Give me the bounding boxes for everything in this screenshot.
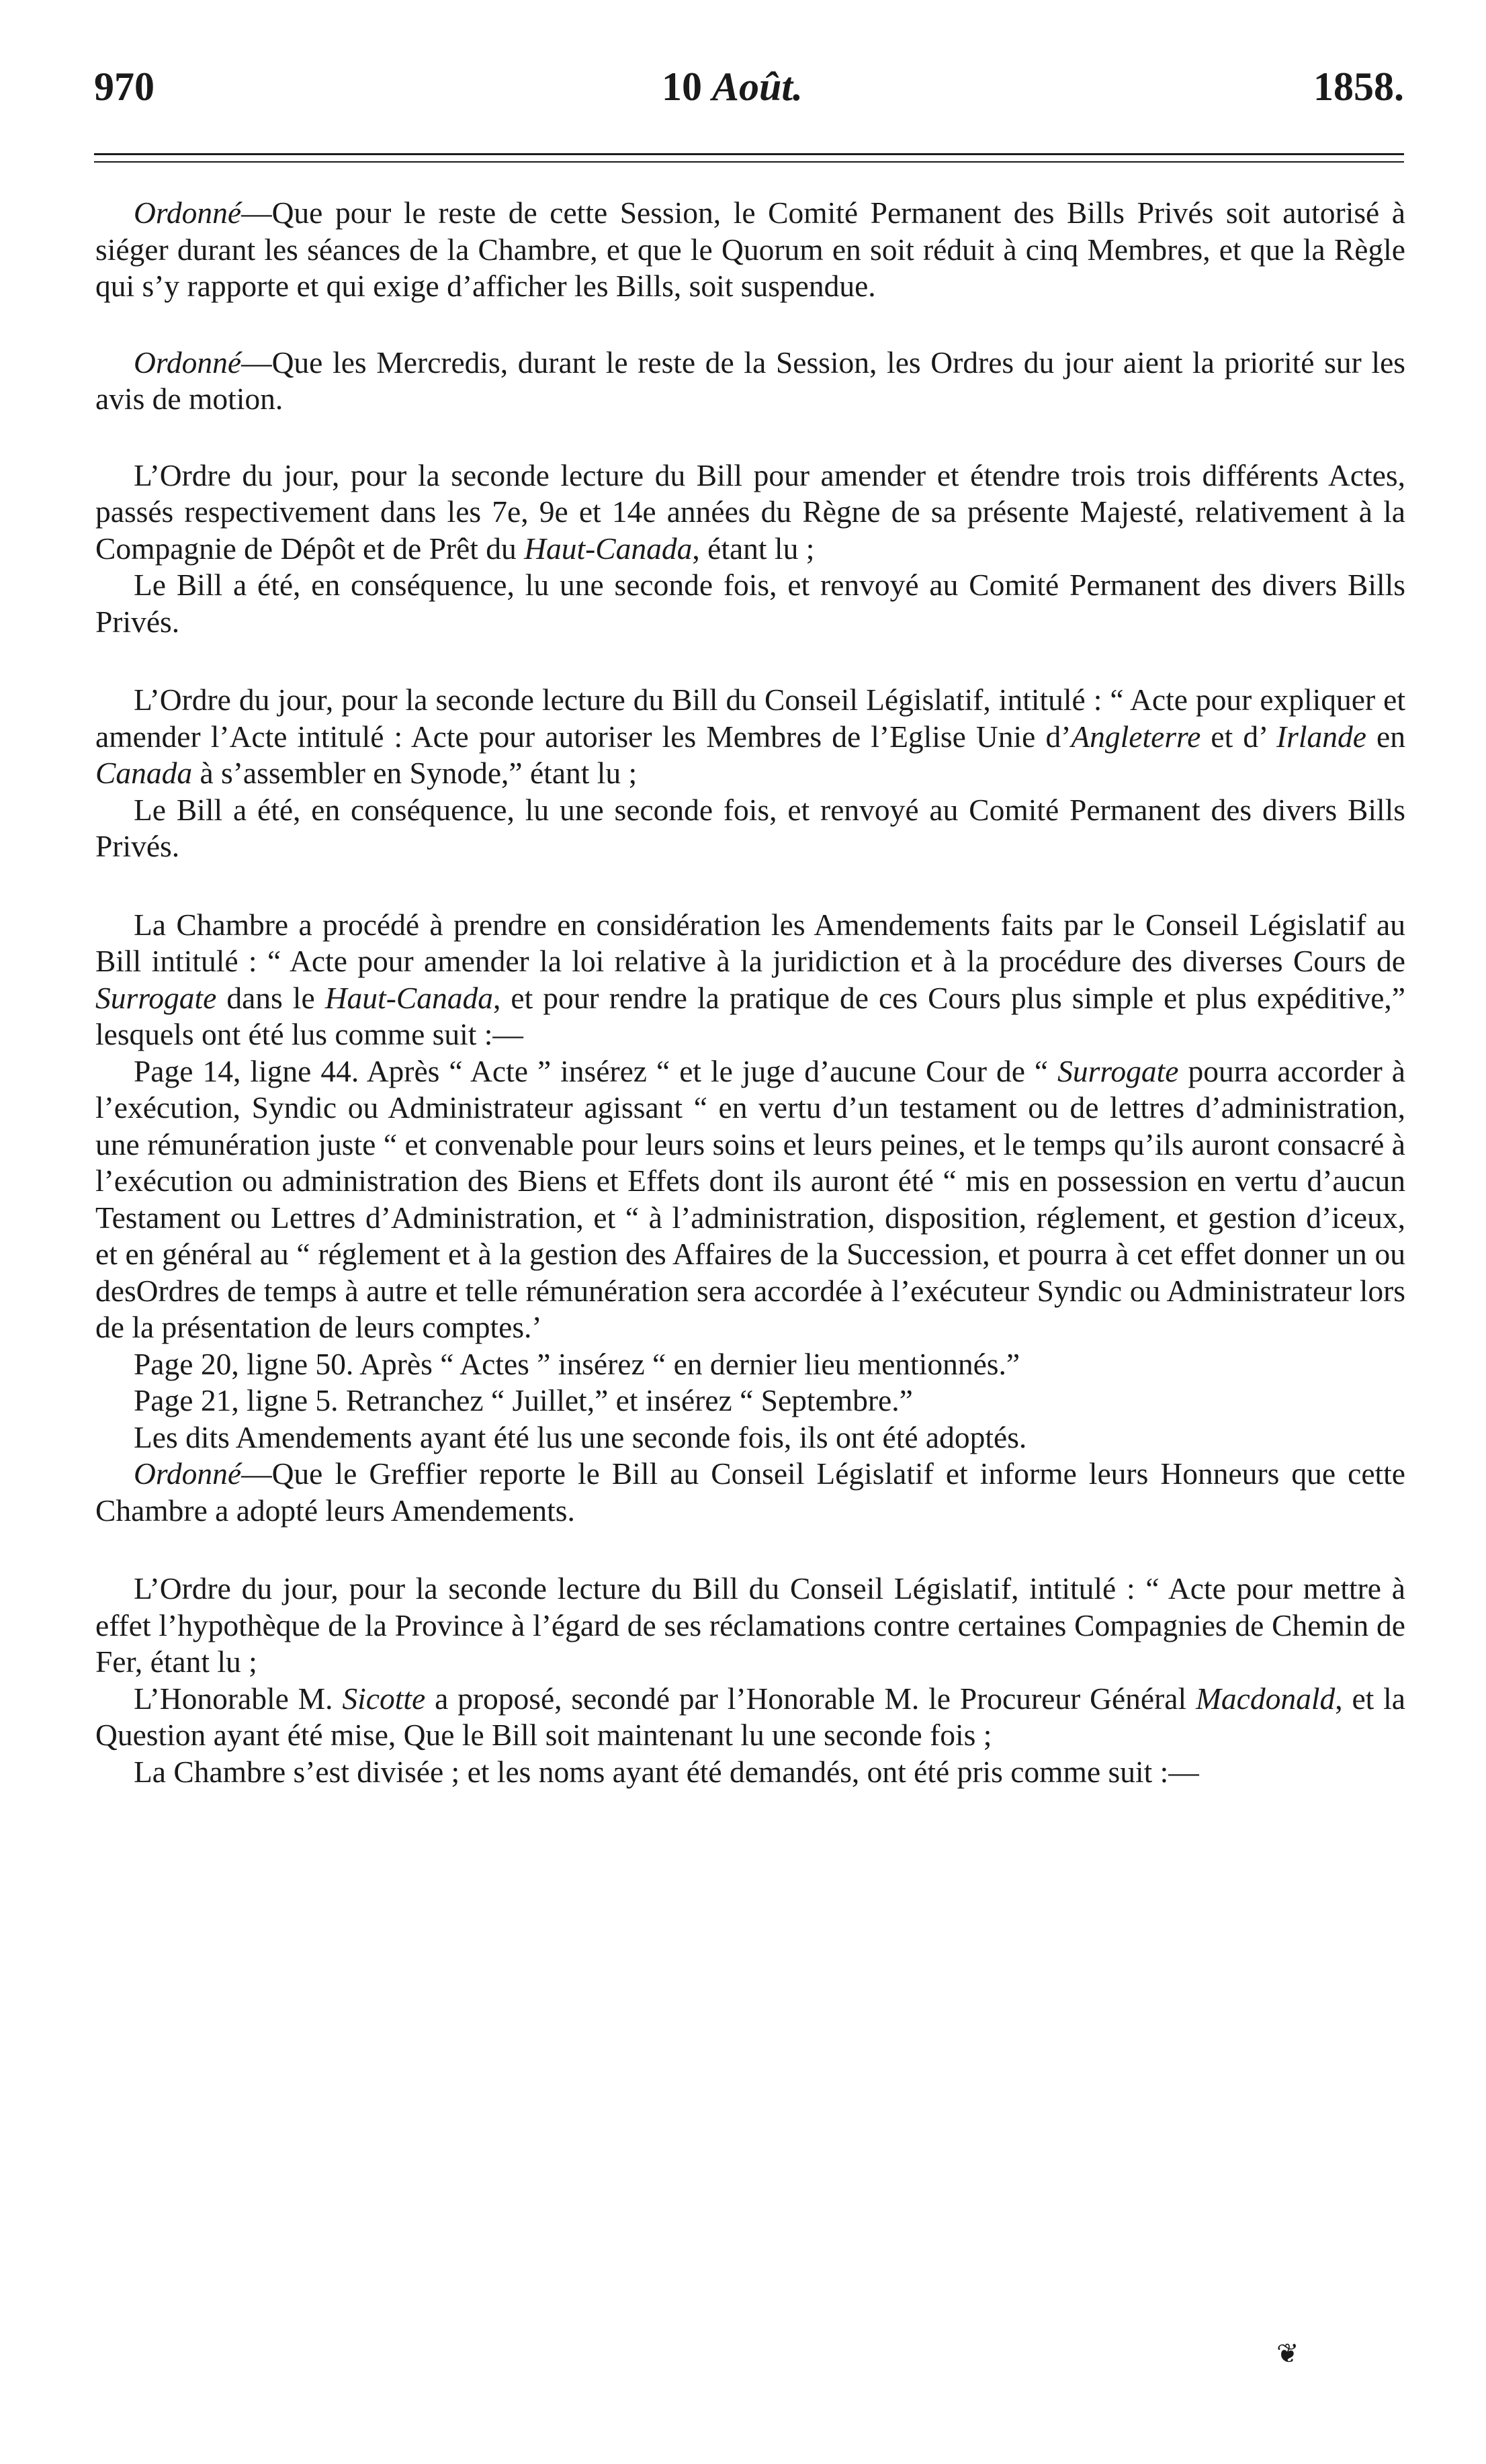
court-name: Surrogate xyxy=(95,980,217,1015)
place-name: Haut-Canada xyxy=(324,980,493,1015)
paragraph-text: à s’assembler en Synode,” étant lu ; xyxy=(192,756,638,790)
paragraph-text: L’Ordre du jour, pour la seconde lecture du Bill du Conseil Législatif, intitulé : “ Acte pour expliquer et amender l’Acte intitulé : Acte pour autoriser les Membres de l’Eglise Unie d’ xyxy=(95,683,1405,754)
paragraph-text: L’Honorable M. xyxy=(134,1681,343,1716)
date-month: Août. xyxy=(712,64,803,109)
paragraph-text: —Que les Mercredis, durant le reste de la Session, les Ordres du jour aient la priorité sur les avis de motion. xyxy=(95,345,1405,416)
paragraph-order-report xyxy=(95,1456,1405,1529)
paragraph-text: Page 14, ligne 44. Après “ Acte ” insérez “ et le juge d’aucune Cour de “ xyxy=(134,1053,1058,1088)
amendment-page-21: Page 21, ligne 5. Retranchez “ Juillet,” et insérez “ Septembre.” xyxy=(134,1383,913,1417)
paragraph-railway-bill: L’Ordre du jour, pour la seconde lecture du Bill du Conseil Législatif, intitulé : “ Acte pour mettre à effet l’hypothèque de la Province à l’égard de ses réclamations contre certaines Compagnies de Chemin de Fer, étant lu ; xyxy=(95,1571,1405,1679)
paragraph-surrogate-bill xyxy=(95,907,1405,1053)
page-date xyxy=(662,64,803,110)
paragraph-amendments-adopted: Les dits Amendements ayant été lus une seconde fois, ils ont été adoptés. xyxy=(134,1419,1027,1454)
paragraph-text: , étant lu ; xyxy=(692,531,815,566)
section-surrogate-amendments xyxy=(95,907,1405,1530)
place-name: Haut-Canada xyxy=(524,531,693,566)
member-name: Macdonald xyxy=(1195,1681,1336,1716)
paragraph-text: —Que le Greffier reporte le Bill au Conseil Législatif et informe leurs Honneurs que cette Chambre a adopté leurs Amendements. xyxy=(95,1456,1405,1528)
order-label: Ordonné xyxy=(134,1456,242,1491)
paragraph-order-private-bills xyxy=(95,195,1405,305)
order-label: Ordonné xyxy=(134,345,242,380)
paragraph-text: a proposé, secondé par l’Honorable M. le Procureur Général xyxy=(425,1681,1196,1716)
section-deposit-bill xyxy=(95,457,1405,641)
paragraph-text: , et pour rendre la pratique de ces Cours plus simple et plus expéditive,” lesquels ont été lus comme suit :— xyxy=(95,980,1405,1051)
header-rule-bottom xyxy=(94,161,1404,163)
court-name: Surrogate xyxy=(1057,1053,1179,1088)
amendment-page-20: Page 20, ligne 50. Après “ Actes ” insérez “ en dernier lieu mentionnés.” xyxy=(134,1346,1020,1381)
paragraph-text: dans le xyxy=(216,980,325,1015)
place-name: Irlande xyxy=(1276,719,1366,754)
place-name: Angleterre xyxy=(1071,719,1201,754)
section-synod-bill xyxy=(95,682,1405,865)
paragraph-deposit-result: Le Bill a été, en conséquence, lu une seconde fois, et renvoyé au Comité Permanent des divers Bills Privés. xyxy=(95,568,1405,639)
page-year: 1858. xyxy=(1313,64,1404,109)
section-railway-bill xyxy=(95,1571,1405,1790)
paragraph-text: , et la Question ayant été mise, Que le Bill soit maintenant lu une seconde fois ; xyxy=(95,1681,1405,1752)
paragraph-division: La Chambre s’est divisée ; et les noms ayant été demandés, ont été pris comme suit :— xyxy=(134,1754,1199,1789)
paragraph-deposit-bill xyxy=(95,457,1405,568)
member-name: Sicotte xyxy=(342,1681,426,1716)
paragraph-text: L’Ordre du jour, pour la seconde lecture du Bill pour amender et étendre trois trois différents Actes, passés respectivement dans les 7e, 9e et 14e années du Règne de sa présente Majesté, relativement à la Compagnie de Dépôt et de Prêt du xyxy=(95,457,1405,566)
paragraph-text: en xyxy=(1366,719,1405,754)
paragraph-order-wednesdays xyxy=(95,345,1405,418)
paragraph-text: La Chambre a procédé à prendre en considération les Amendements faits par le Conseil Législatif au Bill intitulé : “ Acte pour amender la loi relative à la juridiction et à la procédure des diverses Cours de xyxy=(95,907,1405,978)
page-header xyxy=(94,64,1404,118)
paragraph-motion xyxy=(95,1681,1405,1754)
paragraph-synod-result: Le Bill a été, en conséquence, lu une seconde fois, et renvoyé au Comité Permanent des divers Bills Privés. xyxy=(95,792,1405,863)
page-body xyxy=(95,195,1405,1790)
place-name: Canada xyxy=(95,756,193,790)
page-number: 970 xyxy=(94,64,155,109)
paragraph-text: —Que pour le reste de cette Session, le Comité Permanent des Bills Privés soit autorisé à siéger durant les séances de la Chambre, et que le Quorum en soit réduit à cinq Membres, et que la Règle qui s’y rapporte et qui exige d’afficher les Bills, soit suspendue. xyxy=(95,195,1405,303)
date-day: 10 xyxy=(662,64,702,109)
paragraph-synod-bill xyxy=(95,682,1405,792)
amendment-page-14 xyxy=(95,1053,1405,1346)
header-rule-top xyxy=(94,153,1404,155)
order-label: Ordonné xyxy=(134,195,242,230)
paragraph-text: et d’ xyxy=(1200,719,1276,754)
printer-ornament: ❦ xyxy=(1276,2338,1299,2369)
paragraph-text: pourra accorder à l’exécution, Syndic ou Administrateur agissant “ en vertu d’un testament ou de lettres d’administration, une rémunération juste “ et convenable pour leurs soins et leurs peines, et le temps qu’ils auront consacré à l’exécution ou administration des Biens et Effets dont ils auront été “ mis en possession en vertu d’aucun Testament ou Lettres d’Administration, et “ à l’administration, disposition, réglement, et gestion d’iceux, et en général au “ réglement et à la gestion des Affaires de la Succession, et pourra à cet effet donner un ou desOrdres de temps à autre et telle rémunération sera accordée à l’exécuteur Syndic ou Administrateur lors de la présentation de leurs comptes.’ xyxy=(95,1053,1406,1344)
